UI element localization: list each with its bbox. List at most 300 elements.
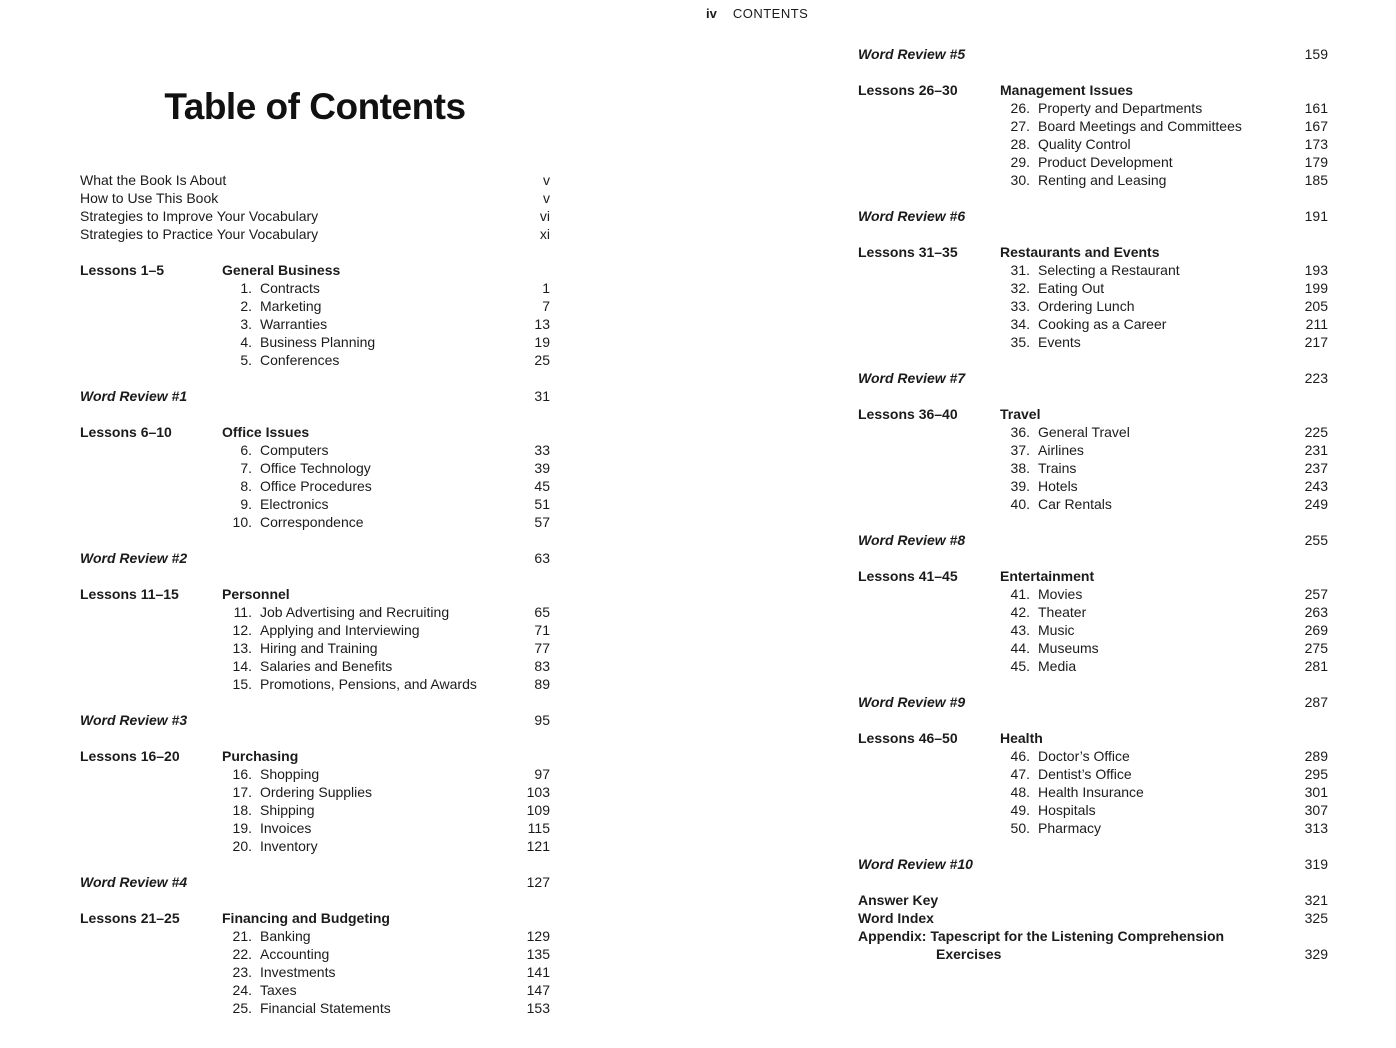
lesson-group — [80, 261, 550, 369]
lesson-page-number: 115 — [527, 820, 550, 836]
lesson-group — [858, 405, 1328, 513]
lesson-number: 13. — [232, 640, 252, 656]
lesson-number: 42. — [1010, 604, 1030, 620]
lesson-entry — [1000, 171, 1328, 189]
lesson-number: 5. — [240, 352, 252, 368]
word-review-entry — [80, 711, 550, 729]
lesson-title: Shopping — [260, 766, 320, 782]
lesson-entry — [1000, 621, 1328, 639]
lesson-range-label: Lessons 26–30 — [858, 82, 958, 98]
lesson-number: 27. — [1010, 118, 1030, 134]
category-title: Office Issues — [222, 424, 310, 440]
lesson-number: 34. — [1010, 316, 1030, 332]
lesson-number: 25. — [232, 1000, 252, 1016]
entry-title: Answer Key — [858, 892, 939, 908]
lesson-title: Dentist’s Office — [1038, 766, 1132, 782]
lesson-title: Salaries and Benefits — [260, 658, 393, 674]
lesson-number: 29. — [1010, 154, 1030, 170]
lesson-entry — [222, 333, 550, 351]
lesson-page-number: 103 — [526, 784, 550, 800]
lesson-title: Eating Out — [1038, 280, 1105, 296]
lesson-title: Product Development — [1038, 154, 1173, 170]
lesson-entry — [1000, 333, 1328, 351]
lesson-group-content — [1000, 567, 1328, 675]
word-review-label: Word Review #6 — [858, 208, 966, 224]
lesson-page-number: 141 — [526, 964, 550, 980]
lesson-group — [80, 909, 550, 1017]
toc-column-left — [80, 171, 550, 1035]
lesson-number: 12. — [232, 622, 252, 638]
lesson-range-label: Lessons 41–45 — [858, 568, 958, 584]
word-review-label: Word Review #5 — [858, 46, 966, 62]
lesson-group-content — [1000, 81, 1328, 189]
category-title: Financing and Budgeting — [222, 910, 390, 926]
lesson-page-number: 275 — [1304, 640, 1328, 656]
lesson-page-number: 1 — [542, 280, 550, 296]
word-review-label: Word Review #8 — [858, 532, 966, 548]
lesson-title: Health Insurance — [1038, 784, 1144, 800]
lesson-entry — [1000, 297, 1328, 315]
lesson-number: 50. — [1010, 820, 1030, 836]
lesson-title: Hotels — [1038, 478, 1078, 494]
toc-entry — [858, 945, 1328, 963]
entry-page-number: xi — [539, 226, 550, 242]
lesson-page-number: 83 — [534, 658, 550, 674]
lesson-group-content — [222, 747, 550, 855]
lesson-number: 35. — [1010, 334, 1030, 350]
lesson-number: 28. — [1010, 136, 1030, 152]
word-review-entry — [858, 369, 1328, 387]
lesson-title: Computers — [260, 442, 329, 458]
entry-title: Exercises — [936, 946, 1002, 962]
lesson-page-number: 77 — [534, 640, 550, 656]
lesson-number: 9. — [240, 496, 252, 512]
word-review-label: Word Review #3 — [80, 712, 188, 728]
entry-page-number: 325 — [1304, 910, 1328, 926]
lesson-title: Renting and Leasing — [1038, 172, 1167, 188]
lesson-range-label: Lessons 6–10 — [80, 424, 172, 440]
lesson-page-number: 65 — [534, 604, 550, 620]
lesson-number: 3. — [240, 316, 252, 332]
lesson-range-label: Lessons 46–50 — [858, 730, 958, 746]
lesson-page-number: 121 — [526, 838, 550, 854]
lesson-entry — [1000, 783, 1328, 801]
lesson-title: Business Planning — [260, 334, 376, 350]
lesson-entry — [222, 945, 550, 963]
lesson-number: 4. — [240, 334, 252, 350]
lesson-entry — [1000, 441, 1328, 459]
lesson-entry — [222, 927, 550, 945]
lesson-entry — [222, 441, 550, 459]
lesson-page-number: 129 — [526, 928, 550, 944]
lesson-entry — [1000, 279, 1328, 297]
lesson-entry — [222, 837, 550, 855]
lesson-page-number: 7 — [542, 298, 550, 314]
lesson-range-label: Lessons 1–5 — [80, 262, 165, 278]
lesson-page-number: 217 — [1304, 334, 1328, 350]
lesson-group-content — [222, 585, 550, 693]
lesson-entry — [222, 981, 550, 999]
entry-page-number: v — [543, 172, 550, 188]
lesson-group-content — [1000, 405, 1328, 513]
lesson-page-number: 199 — [1304, 280, 1328, 296]
lesson-entry — [222, 495, 550, 513]
lesson-range-label: Lessons 36–40 — [858, 406, 958, 422]
lesson-page-number: 71 — [534, 622, 550, 638]
lesson-title: Financial Statements — [260, 1000, 391, 1016]
lesson-page-number: 295 — [1304, 766, 1328, 782]
toc-entry — [858, 927, 1328, 945]
lesson-title: Investments — [260, 964, 336, 980]
lesson-page-number: 269 — [1304, 622, 1328, 638]
lesson-group — [80, 747, 550, 855]
lesson-page-number: 289 — [1304, 748, 1328, 764]
lesson-page-number: 243 — [1304, 478, 1328, 494]
entry-title: Word Index — [858, 910, 934, 926]
lesson-number: 48. — [1010, 784, 1030, 800]
lesson-entry — [222, 351, 550, 369]
lesson-page-number: 307 — [1304, 802, 1328, 818]
toc-entry — [80, 207, 550, 225]
lesson-page-number: 167 — [1304, 118, 1328, 134]
category-title: Health — [1000, 730, 1043, 746]
lesson-entry — [1000, 423, 1328, 441]
lesson-entry — [222, 603, 550, 621]
lesson-range-label: Lessons 11–15 — [80, 586, 179, 602]
toc-entry — [80, 225, 550, 243]
word-review-page-number: 159 — [1304, 46, 1328, 62]
lesson-page-number: 193 — [1304, 262, 1328, 278]
lesson-title: Movies — [1038, 586, 1083, 602]
lesson-number: 16. — [232, 766, 252, 782]
entry-title: What the Book Is About — [80, 172, 227, 188]
lesson-number: 22. — [232, 946, 252, 962]
lesson-entry — [1000, 477, 1328, 495]
lesson-entry — [222, 639, 550, 657]
lesson-number: 36. — [1010, 424, 1030, 440]
lesson-number: 46. — [1010, 748, 1030, 764]
lesson-page-number: 89 — [534, 676, 550, 692]
entry-title: Appendix: Tapescript for the Listening Comprehension — [858, 928, 1225, 944]
lesson-title: Office Technology — [260, 460, 371, 476]
lesson-range-label: Lessons 21–25 — [80, 910, 180, 926]
lesson-title: Electronics — [260, 496, 329, 512]
lesson-title: Museums — [1038, 640, 1099, 656]
lesson-page-number: 263 — [1304, 604, 1328, 620]
word-review-entry — [80, 549, 550, 567]
lesson-number: 39. — [1010, 478, 1030, 494]
lesson-group-content — [222, 423, 550, 531]
lesson-number: 6. — [240, 442, 252, 458]
lesson-group-content — [1000, 243, 1328, 351]
lesson-entry — [1000, 153, 1328, 171]
lesson-page-number: 19 — [534, 334, 550, 350]
category-title: Personnel — [222, 586, 290, 602]
lesson-entry — [1000, 765, 1328, 783]
lesson-entry — [222, 819, 550, 837]
lesson-entry — [222, 315, 550, 333]
lesson-entry — [222, 801, 550, 819]
lesson-entry — [1000, 99, 1328, 117]
word-review-page-number: 127 — [526, 874, 550, 890]
entries-block — [858, 891, 1328, 963]
word-review-label: Word Review #7 — [858, 370, 966, 386]
lesson-page-number: 161 — [1304, 100, 1328, 116]
lesson-title: Invoices — [260, 820, 312, 836]
lesson-entry — [222, 657, 550, 675]
lesson-title: General Travel — [1038, 424, 1130, 440]
lesson-title: Job Advertising and Recruiting — [260, 604, 450, 620]
lesson-number: 44. — [1010, 640, 1030, 656]
lesson-number: 10. — [232, 514, 252, 530]
lesson-title: Events — [1038, 334, 1081, 350]
lesson-page-number: 97 — [534, 766, 550, 782]
lesson-page-number: 185 — [1304, 172, 1328, 188]
lesson-page-number: 39 — [534, 460, 550, 476]
lesson-number: 47. — [1010, 766, 1030, 782]
lesson-title: Conferences — [260, 352, 340, 368]
folio-page-number: iv — [706, 6, 717, 21]
category-title: Entertainment — [1000, 568, 1095, 584]
lesson-number: 38. — [1010, 460, 1030, 476]
lesson-title: Pharmacy — [1038, 820, 1102, 836]
toc-entry — [80, 189, 550, 207]
lesson-page-number: 211 — [1305, 316, 1328, 332]
entry-page-number: v — [543, 190, 550, 206]
word-review-entry — [80, 387, 550, 405]
lesson-entry — [222, 783, 550, 801]
toc-entry — [80, 171, 550, 189]
lesson-entry — [222, 675, 550, 693]
lesson-title: Applying and Interviewing — [260, 622, 420, 638]
word-review-label: Word Review #4 — [80, 874, 188, 890]
lesson-entry — [1000, 639, 1328, 657]
lesson-number: 15. — [232, 676, 252, 692]
lesson-page-number: 249 — [1304, 496, 1328, 512]
lesson-number: 45. — [1010, 658, 1030, 674]
lesson-title: Theater — [1038, 604, 1087, 620]
lesson-number: 14. — [232, 658, 252, 674]
lesson-page-number: 257 — [1304, 586, 1328, 602]
lesson-number: 43. — [1010, 622, 1030, 638]
word-review-label: Word Review #10 — [858, 856, 973, 872]
lesson-title: Selecting a Restaurant — [1038, 262, 1180, 278]
lesson-number: 1. — [240, 280, 252, 296]
lesson-number: 23. — [232, 964, 252, 980]
word-review-entry — [858, 693, 1328, 711]
entries-block — [80, 171, 550, 243]
lesson-page-number: 57 — [534, 514, 550, 530]
lesson-entry — [1000, 603, 1328, 621]
lesson-entry — [1000, 819, 1328, 837]
category-title: Travel — [1000, 406, 1041, 422]
lesson-page-number: 173 — [1304, 136, 1328, 152]
lesson-number: 19. — [232, 820, 252, 836]
lesson-number: 11. — [233, 604, 252, 620]
lesson-title: Trains — [1038, 460, 1077, 476]
lesson-title: Property and Departments — [1038, 100, 1203, 116]
lesson-entry — [222, 513, 550, 531]
entry-title: How to Use This Book — [80, 190, 219, 206]
lesson-page-number: 313 — [1304, 820, 1328, 836]
category-title: Management Issues — [1000, 82, 1134, 98]
toc-column-right — [858, 45, 1328, 981]
toc-entry — [858, 891, 1328, 909]
word-review-label: Word Review #1 — [80, 388, 188, 404]
lesson-title: Promotions, Pensions, and Awards — [260, 676, 477, 692]
word-review-entry — [858, 207, 1328, 225]
lesson-number: 8. — [240, 478, 252, 494]
lesson-page-number: 153 — [526, 1000, 550, 1016]
word-review-entry — [858, 531, 1328, 549]
lesson-number: 18. — [232, 802, 252, 818]
lesson-title: Marketing — [260, 298, 322, 314]
lesson-number: 24. — [232, 982, 252, 998]
lesson-page-number: 45 — [534, 478, 550, 494]
entry-page-number: 321 — [1304, 892, 1328, 908]
lesson-entry — [1000, 117, 1328, 135]
page-title: Table of Contents — [164, 86, 466, 127]
entry-page-number: 329 — [1304, 946, 1328, 962]
word-review-page-number: 191 — [1304, 208, 1328, 224]
word-review-label: Word Review #2 — [80, 550, 188, 566]
lesson-title: Quality Control — [1038, 136, 1131, 152]
word-review-entry — [858, 855, 1328, 873]
lesson-title: Taxes — [260, 982, 297, 998]
category-title: Restaurants and Events — [1000, 244, 1160, 260]
lesson-entry — [1000, 747, 1328, 765]
lesson-entry — [222, 279, 550, 297]
lesson-group-content — [222, 261, 550, 369]
lesson-group — [858, 729, 1328, 837]
lesson-page-number: 179 — [1304, 154, 1328, 170]
lesson-entry — [222, 963, 550, 981]
lesson-title: Hospitals — [1038, 802, 1096, 818]
lesson-number: 30. — [1010, 172, 1030, 188]
lesson-title: Car Rentals — [1038, 496, 1112, 512]
lesson-group-content — [222, 909, 550, 1017]
lesson-entry — [1000, 657, 1328, 675]
lesson-number: 32. — [1010, 280, 1030, 296]
word-review-page-number: 319 — [1304, 856, 1328, 872]
lesson-page-number: 13 — [534, 316, 550, 332]
lesson-entry — [222, 765, 550, 783]
lesson-title: Board Meetings and Committees — [1038, 118, 1242, 134]
lesson-title: Banking — [260, 928, 311, 944]
lesson-page-number: 33 — [534, 442, 550, 458]
running-head — [706, 6, 808, 22]
lesson-title: Ordering Lunch — [1038, 298, 1135, 314]
lesson-group — [858, 81, 1328, 189]
word-review-page-number: 223 — [1304, 370, 1328, 386]
lesson-page-number: 147 — [526, 982, 550, 998]
word-review-page-number: 287 — [1304, 694, 1328, 710]
lesson-title: Contracts — [260, 280, 320, 296]
lesson-page-number: 301 — [1304, 784, 1328, 800]
lesson-title: Ordering Supplies — [260, 784, 373, 800]
running-title: CONTENTS — [732, 6, 809, 21]
lesson-number: 31. — [1010, 262, 1030, 278]
lesson-number: 17. — [232, 784, 252, 800]
lesson-number: 49. — [1010, 802, 1030, 818]
lesson-group — [858, 567, 1328, 675]
lesson-group — [80, 585, 550, 693]
lesson-page-number: 135 — [526, 946, 550, 962]
word-review-page-number: 63 — [534, 550, 550, 566]
lesson-entry — [1000, 585, 1328, 603]
lesson-title: Inventory — [260, 838, 318, 854]
lesson-entry — [1000, 261, 1328, 279]
lesson-entry — [222, 477, 550, 495]
lesson-entry — [1000, 315, 1328, 333]
word-review-label: Word Review #9 — [858, 694, 966, 710]
lesson-group — [858, 243, 1328, 351]
lesson-group-content — [1000, 729, 1328, 837]
lesson-title: Music — [1038, 622, 1075, 638]
lesson-page-number: 25 — [534, 352, 550, 368]
lesson-number: 40. — [1010, 496, 1030, 512]
word-review-entry — [80, 873, 550, 891]
category-title: General Business — [222, 262, 341, 278]
lesson-title: Correspondence — [260, 514, 364, 530]
lesson-number: 2. — [240, 298, 252, 314]
lesson-title: Airlines — [1038, 442, 1084, 458]
entry-page-number: vi — [539, 208, 550, 224]
lesson-title: Hiring and Training — [260, 640, 378, 656]
category-title: Purchasing — [222, 748, 299, 764]
lesson-page-number: 231 — [1304, 442, 1328, 458]
lesson-title: Cooking as a Career — [1038, 316, 1167, 332]
lesson-entry — [1000, 801, 1328, 819]
lesson-range-label: Lessons 31–35 — [858, 244, 958, 260]
lesson-entry — [222, 459, 550, 477]
lesson-number: 26. — [1010, 100, 1030, 116]
word-review-entry — [858, 45, 1328, 63]
lesson-title: Doctor’s Office — [1038, 748, 1130, 764]
lesson-title: Warranties — [260, 316, 328, 332]
entry-title: Strategies to Practice Your Vocabulary — [80, 226, 319, 242]
lesson-entry — [1000, 135, 1328, 153]
lesson-number: 41. — [1010, 586, 1030, 602]
lesson-entry — [222, 999, 550, 1017]
lesson-page-number: 237 — [1304, 460, 1328, 476]
lesson-number: 33. — [1010, 298, 1030, 314]
entry-title: Strategies to Improve Your Vocabulary — [80, 208, 319, 224]
lesson-group — [80, 423, 550, 531]
lesson-entry — [1000, 459, 1328, 477]
lesson-range-label: Lessons 16–20 — [80, 748, 180, 764]
lesson-entry — [222, 621, 550, 639]
lesson-page-number: 109 — [526, 802, 550, 818]
lesson-page-number: 51 — [534, 496, 550, 512]
word-review-page-number: 95 — [534, 712, 550, 728]
lesson-entry — [222, 297, 550, 315]
lesson-number: 37. — [1010, 442, 1030, 458]
lesson-title: Media — [1038, 658, 1077, 674]
toc-entry — [858, 909, 1328, 927]
lesson-entry — [1000, 495, 1328, 513]
word-review-page-number: 255 — [1304, 532, 1328, 548]
lesson-number: 7. — [240, 460, 252, 476]
lesson-title: Shipping — [260, 802, 315, 818]
lesson-title: Office Procedures — [260, 478, 372, 494]
lesson-title: Accounting — [260, 946, 330, 962]
lesson-number: 20. — [232, 838, 252, 854]
word-review-page-number: 31 — [534, 388, 550, 404]
lesson-page-number: 281 — [1304, 658, 1328, 674]
lesson-page-number: 225 — [1304, 424, 1328, 440]
lesson-number: 21. — [232, 928, 252, 944]
